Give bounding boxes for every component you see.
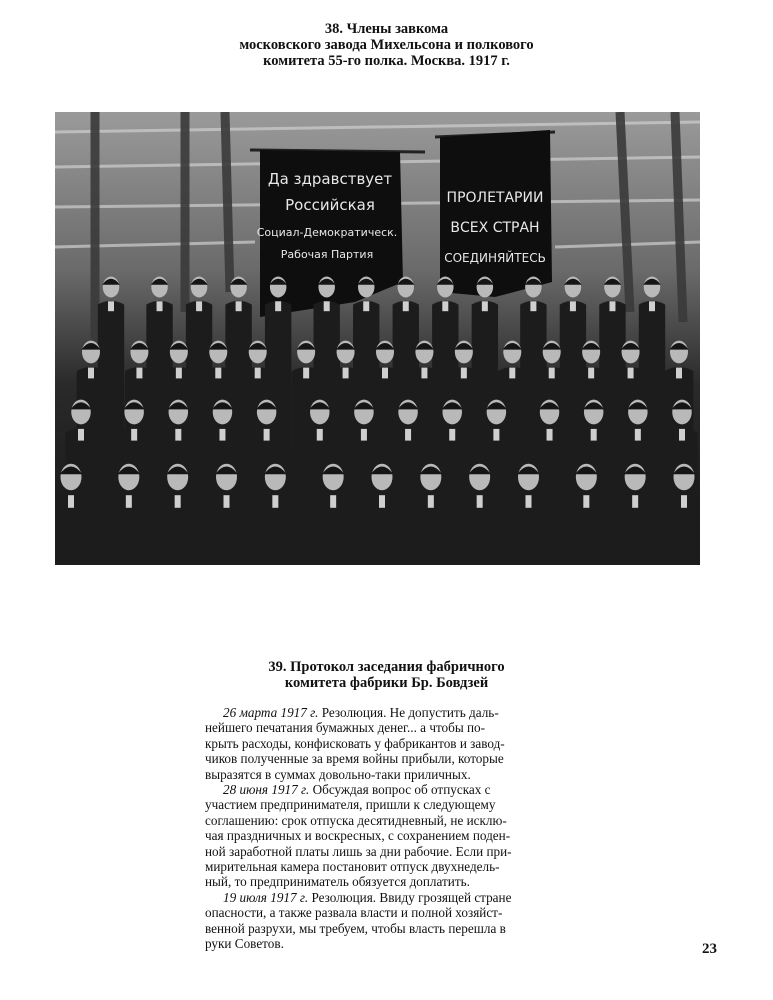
person-collar: [136, 368, 142, 379]
protocol-text: [205, 705, 565, 952]
person-collar: [461, 368, 467, 379]
banner-line: Да здравствует: [267, 170, 393, 188]
person-collar: [126, 495, 132, 508]
text-line: руки Советов.: [205, 936, 284, 952]
person-collar: [272, 495, 278, 508]
person-collar: [343, 368, 349, 379]
person-collar: [676, 368, 682, 379]
person-collar: [68, 495, 74, 508]
person-collar: [88, 368, 94, 379]
person-collar: [632, 495, 638, 508]
banner-line: СОЕДИНЯЙТЕСЬ: [444, 251, 546, 265]
person-collar: [649, 301, 655, 311]
person-collar: [363, 301, 369, 311]
document-39-caption: [170, 659, 603, 691]
person-collar: [215, 368, 221, 379]
person-collar: [175, 429, 181, 441]
text-line: чиков полученные за время войны прибыли, которые: [205, 751, 504, 767]
person-collar: [421, 368, 427, 379]
person-collar: [609, 301, 615, 311]
person-collar: [330, 495, 336, 508]
text-line: участием предпринимателя, пришли к следующему: [205, 797, 496, 813]
person-collar: [78, 429, 84, 441]
person-collar: [442, 301, 448, 311]
person-collar: [628, 368, 634, 379]
person-collar: [591, 429, 597, 441]
caption-line: комитета 55-го полка. Москва. 1917 г.: [263, 53, 510, 69]
group-photograph: [55, 112, 700, 565]
caption-line: московского завода Михельсона и полкового: [239, 37, 534, 53]
right-banner-text: [444, 190, 546, 265]
banner-line: Российская: [285, 196, 375, 214]
person-collar: [236, 301, 242, 311]
text-line: 28 июня 1917 г. Обсуждая вопрос об отпусках с: [223, 782, 491, 798]
caption-line: 38. Члены завкома: [324, 21, 449, 37]
date: 19 июля 1917 г.: [223, 889, 309, 905]
person-collar: [108, 301, 114, 311]
date: 26 марта 1917 г.: [223, 705, 319, 720]
text-line: ной заработной платы лишь за дни рабочие. Если при-: [205, 843, 512, 859]
banner-line: Рабочая Партия: [280, 248, 374, 261]
person-collar: [679, 429, 685, 441]
person-collar: [477, 495, 483, 508]
person-collar: [449, 429, 455, 441]
banner-line: ПРОЛЕТАРИИ: [446, 190, 544, 206]
caption-line: 39. Протокол заседания фабричного: [268, 659, 505, 675]
text-line: венной разрухи, мы требуем, чтобы власть перешла в: [205, 920, 506, 936]
person-collar: [493, 429, 499, 441]
person-collar: [428, 495, 434, 508]
text-line: ный, то предприниматель обязуется доплатить.: [205, 874, 470, 890]
person-collar: [681, 495, 687, 508]
person-collar: [275, 301, 281, 311]
person-collar: [176, 368, 182, 379]
text-line: мирительная камера постановит отпуск двухнедель-: [205, 859, 500, 875]
person-collar: [361, 429, 367, 441]
person-collar: [405, 429, 411, 441]
person-collar: [324, 301, 330, 311]
text-line: нейшего печатания бумажных денег... а чтобы по-: [205, 720, 486, 736]
person-collar: [157, 301, 163, 311]
person-collar: [509, 368, 515, 379]
date: 28 июня 1917 г.: [223, 782, 310, 798]
person-collar: [255, 368, 261, 379]
banner-line: ВСЕХ СТРАН: [450, 220, 540, 236]
person-collar: [219, 429, 225, 441]
person-collar: [317, 429, 323, 441]
page-number: 23: [702, 941, 717, 957]
banner-line: Социал-Демократическ.: [256, 226, 398, 239]
person-collar: [196, 301, 202, 311]
text-line: соглашению: срок отпуска десятидневный, не исклю-: [205, 812, 507, 828]
crowd-figures: [55, 277, 700, 565]
person-collar: [635, 429, 641, 441]
person-collar: [224, 495, 230, 508]
person-collar: [526, 495, 532, 508]
figure-38-caption: [150, 21, 623, 69]
person-collar: [530, 301, 536, 311]
text-line: крыть расходы, конфисковать у фабрикантов и завод-: [205, 735, 505, 751]
person-collar: [382, 368, 388, 379]
person-collar: [264, 429, 270, 441]
person-collar: [588, 368, 594, 379]
person-collar: [131, 429, 137, 441]
text-line: выразятся в суммах довольно-таки приличных.: [205, 766, 471, 782]
text-line: опасности, а также развала власти и полной хозяйст-: [205, 905, 503, 921]
person-collar: [175, 495, 181, 508]
person-collar: [583, 495, 589, 508]
text-line: 19 июля 1917 г. Резолюция. Ввиду грозящей стране: [223, 889, 512, 905]
text-line: чая праздничных и воскресных, с сохранением поден-: [205, 828, 511, 844]
person-collar: [547, 429, 553, 441]
person-collar: [482, 301, 488, 311]
text-line: 26 марта 1917 г. Резолюция. Не допустить даль-: [223, 705, 499, 720]
person-collar: [570, 301, 576, 311]
person-collar: [403, 301, 409, 311]
person-collar: [379, 495, 385, 508]
person-collar: [303, 368, 309, 379]
person-collar: [549, 368, 555, 379]
caption-line: комитета фабрики Бр. Бовдзей: [284, 675, 489, 691]
